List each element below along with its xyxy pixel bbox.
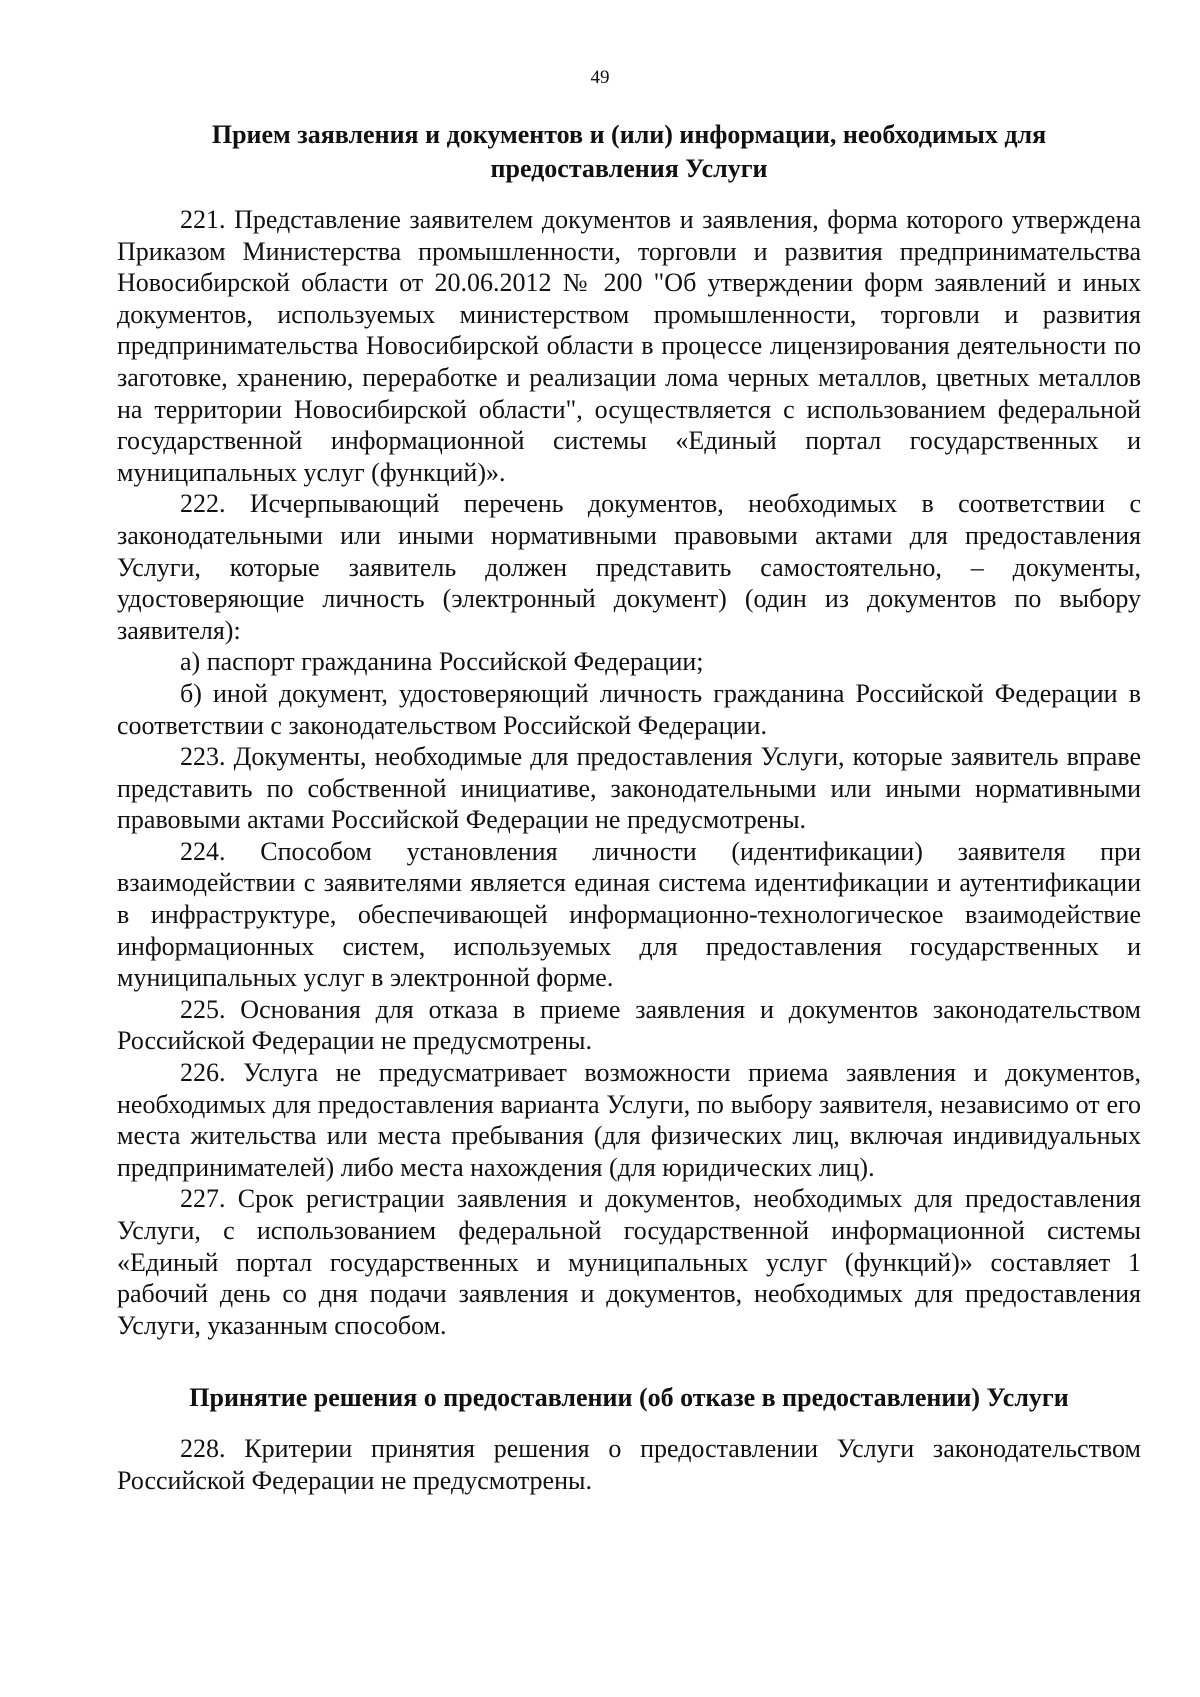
paragraph-223: 223. Документы, необходимые для предоставления Услуги, которые заявитель вправе представить по собственной инициативе, законодательными или иными нормативными правовыми актами Российской Федерации не предусмотрены. [117, 742, 1141, 835]
section-heading-1: Прием заявления и документов и (или) информации, необходимых для предоставления Услуги [211, 120, 1047, 183]
paragraph-227: 227. Срок регистрации заявления и документов, необходимых для предоставления Услуги, с использованием федеральной государственной информационной системы «Единый портал государственных и муниципальных услуг (функций)» составляет 1 рабочий день со дня подачи заявления и документов, необходимых для предоставления Услуги, указанным способом. [117, 1184, 1141, 1340]
paragraph-226: 226. Услуга не предусматривает возможности приема заявления и документов, необходимых для предоставления варианта Услуги, по выбору заявителя, независимо от его места жительства или места пребывания (для физических лиц, включая индивидуальных предпринимателей) либо места нахождения (для юридических лиц). [117, 1058, 1141, 1182]
paragraph-222: 222. Исчерпывающий перечень документов, необходимых в соответствии с законодательными или иными нормативными правовыми актами для предоставления Услуги, которые заявитель должен представить самостоятельно, – документы, удостоверяющие личность (электронный документ) (один из документов по выбору заявителя): [117, 489, 1141, 645]
list-item-b: б) иной документ, удостоверяющий личность гражданина Российской Федерации в соответствии с законодательством Российской Федерации. [117, 678, 1141, 740]
section-heading-2: Принятие решения о предоставлении (об отказе в предоставлении) Услуги [189, 1383, 1069, 1413]
paragraph-228: 228. Критерии принятия решения о предоставлении Услуги законодательством Российской Федерации не предусмотрены. [117, 1434, 1141, 1495]
document-body [117, 118, 1141, 1497]
paragraph-225: 225. Основания для отказа в приеме заявления и документов законодательством Российской Федерации не предусмотрены. [117, 994, 1141, 1056]
paragraph-221: 221. Представление заявителем документов и заявления, форма которого утверждена Приказом Министерства промышленности, торговли и развития предпринимательства Новосибирской области от 20.06.2012 № 200 "Об утверждении форм заявлений и иных документов, используемых министерством промышленности, торговли и развития предпринимательства Новосибирской области в процессе лицензирования деятельности по заготовке, хранению, переработке и реализации лома черных металлов, цветных металлов на территории Новосибирской области", осуществляется с использованием федеральной государственной информационной системы «Единый портал государственных и муниципальных услуг (функций)». [117, 205, 1141, 487]
page-number: 49 [590, 67, 610, 88]
paragraph-224: 224. Способом установления личности (идентификации) заявителя при взаимодействии с заявителями является единая система идентификации и аутентификации в инфраструктуре, обеспечивающей информационно-технологическое взаимодействие информационных систем, используемых для предоставления государственных и муниципальных услуг в электронной форме. [117, 836, 1141, 993]
list-item-a: а) паспорт гражданина Российской Федерации; [180, 647, 704, 677]
